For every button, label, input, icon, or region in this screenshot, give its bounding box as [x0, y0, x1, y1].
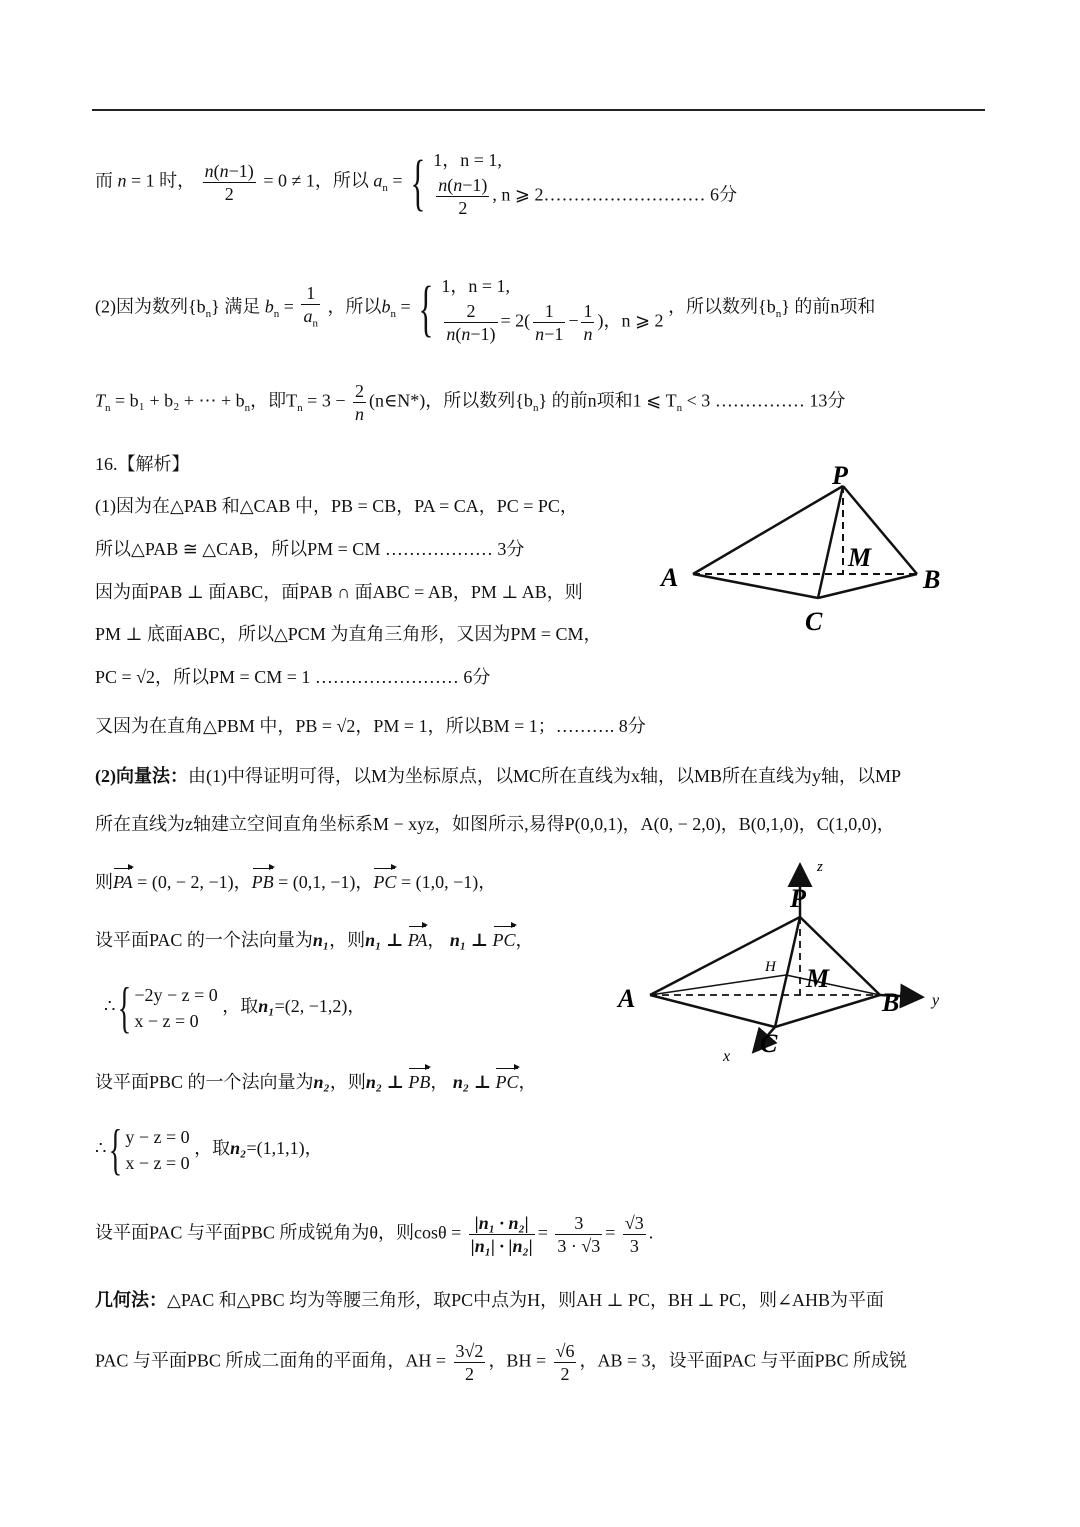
score-3: ……………… 3分 — [384, 539, 525, 559]
case-2-tail: , n ⩾ 2 — [492, 184, 544, 205]
text: n₁ ⊥ — [449, 930, 493, 950]
fraction-BH: $\frac{√6}{2}$ — [555, 1341, 575, 1384]
text: ， — [427, 930, 446, 950]
cases: 1，n = 1, $\frac{2}{n(n-1)}$ = 2( $\frac{1}{n-1}$ − $\frac{1}{n}$ )，n ⩾ 2 — [441, 272, 663, 345]
case-1: 1，n = 1, — [441, 276, 511, 296]
text: } 满足 — [211, 296, 261, 317]
fraction: $\frac{2}{n}$ — [354, 381, 364, 424]
therefore: ∴ — [95, 1138, 107, 1159]
text: = b₁ + b₂ + ⋯ + b — [110, 390, 245, 411]
vector-PB: PB — [251, 872, 274, 892]
eq-2: x − z = 0 — [134, 1011, 199, 1031]
vector-PA: PA — [407, 930, 428, 950]
label-C: C — [805, 607, 823, 636]
s3-line: $T_n = b_1 + b_2$ + ⋯ + $b_n$，即$T_n = 3$ − $\frac{2}{n}$ (n∈N*)，所以数列$\{b_n\}$ 的前n项和1 ⩽ $T_n < 3$ …………… 13分 — [95, 381, 846, 424]
text: = 0 ≠ 1，所以 — [263, 170, 369, 191]
text: ，则 — [329, 930, 366, 950]
q16-l10 — [95, 928, 534, 952]
text: 设平面PAC 与平面PBC 所成锐角为θ，则cosθ = — [95, 1222, 462, 1243]
brace: { — [410, 148, 426, 217]
n2: n₂ — [230, 1138, 247, 1159]
text: = (0, − 2, −1)， — [132, 872, 252, 892]
q16-l12 — [95, 1212, 653, 1257]
q16-l11 — [95, 1070, 537, 1094]
text: =(1,1,1)， — [246, 1138, 323, 1159]
text: △PAC 和△PBC 均为等腰三角形，取PC中点为H，则AH ⊥ PC，BH ⊥ PC，则∠AHB为平面 — [167, 1290, 885, 1310]
text: 又因为在直角△PBM 中，PB = √2，PM = 1，所以BM = 1； — [95, 716, 556, 736]
pyramid-figure-1 — [655, 458, 955, 638]
text: 设平面PBC 的一个法向量为 — [95, 1072, 314, 1092]
text: n₁ ⊥ — [365, 930, 408, 950]
label-P: P — [832, 461, 848, 490]
eq-2: x − z = 0 — [125, 1153, 190, 1173]
s2-line: (2)因为数列$\{b_n\}$ 满足 $b_n$ = $\frac{1}{a_n}$ ，所以$b_n$ = { 1，n = 1, $\frac{2}{n(n-1)}$ = 2( $\frac{1}{n-1}$ − $\frac{1}{n}$ )，n ⩾ 2 ，所以数列$\{b_n\}$ 的前n项和 — [95, 272, 875, 345]
text: 则 — [95, 872, 113, 892]
label-M: M — [806, 964, 830, 993]
text: = — [605, 1222, 616, 1243]
q16-l13 — [95, 1288, 884, 1312]
text: n₂ ⊥ — [365, 1072, 409, 1092]
system-2: ∴{ y − z = 0 x − z = 0 ，取n₂=(1,1,1)， — [95, 1119, 323, 1181]
text: = — [537, 1222, 548, 1243]
cases: 1，n = 1, $\frac{n(n-1)}{2}$ , n ⩾ 2……………………… 6分 — [433, 146, 737, 219]
text: = 2( — [500, 310, 531, 331]
score-6: ……………………… 6分 — [543, 184, 738, 205]
method-label: 几何法： — [95, 1290, 167, 1310]
text: n₂ ⊥ — [452, 1072, 496, 1092]
text: 而 — [95, 170, 113, 191]
text: ，所以数列{b — [668, 296, 776, 317]
score-6b: …………………… 6分 — [314, 667, 491, 687]
label-M: M — [848, 543, 872, 572]
text: ，即T — [250, 390, 298, 411]
pyramid-figure-2 — [610, 855, 960, 1070]
system-1: ∴{ −2y − z = 0 x − z = 0 ，取n₁=(2, −1,2)， — [104, 977, 366, 1039]
vector-PA: PA — [113, 872, 133, 892]
text: } 的前n项和 — [781, 296, 876, 317]
label-A: A — [661, 563, 679, 592]
q16-l9 — [95, 870, 496, 894]
text: = (1,0, −1)， — [396, 872, 497, 892]
score-13: …………… 13分 — [714, 390, 846, 411]
label-B: B — [882, 988, 900, 1017]
label-P: P — [790, 884, 806, 913]
q16-l14 — [95, 1340, 907, 1385]
brace: { — [418, 274, 434, 343]
text: 时， — [159, 170, 196, 191]
text: ，则 — [329, 1072, 366, 1092]
vector-PC: PC — [495, 1072, 519, 1092]
fraction-cos: $\frac{\text{|n₁ · n₂|}}{\text{|n₁| · |n₂|}}$ — [470, 1213, 533, 1256]
text: PC = √2，所以PM = CM = 1 — [95, 667, 311, 687]
text: PAC 与平面PBC 所成二面角的平面角，AH = — [95, 1350, 447, 1371]
q16-l1: (1)因为在△PAB 和△CAB 中，PB = CB，PA = CA，PC = PC， — [95, 496, 578, 516]
q16-l7 — [95, 764, 901, 788]
text: ， — [430, 1072, 449, 1092]
fraction-2: $\frac{3}{3 \cdot √3}$ — [557, 1213, 601, 1256]
text: (2)因为数列{b — [95, 296, 206, 317]
text: ，BH = — [488, 1350, 547, 1371]
text: ，AB = 3，设平面PAC 与平面PBC 所成锐 — [579, 1350, 908, 1371]
text: ，取 — [194, 1138, 231, 1159]
eq-1: y − z = 0 — [125, 1127, 190, 1147]
vector-PC: PC — [373, 872, 397, 892]
fraction-3: $\frac{√3}{3}$ — [624, 1213, 644, 1256]
vector-PB: PB — [408, 1072, 431, 1092]
n1: n₁ — [312, 930, 330, 950]
vector-PC: PC — [492, 930, 516, 950]
axis-y-label: y — [932, 992, 940, 1009]
s1-line: 而 n = 1 时， $\frac{n(n-1)}{2}$ = 0 ≠ 1，所以 $a_n$ = { 1，n = 1, $\frac{n(n-1)}{2}$ , n ⩾ 2……………………… 6分 — [95, 146, 737, 219]
text: )，n ⩾ 2 — [597, 310, 664, 331]
text: 所以△PAB ≅ △CAB，所以PM = CM — [95, 539, 381, 559]
text: ，取 — [222, 996, 259, 1017]
q16-l6 — [95, 714, 646, 738]
n2: n₂ — [313, 1072, 330, 1092]
text: T — [95, 390, 106, 411]
fraction-AH: $\frac{3√2}{2}$ — [455, 1341, 484, 1384]
method-label: (2)向量法： — [95, 766, 188, 786]
n1: n₁ — [258, 996, 275, 1017]
text: 设平面PAC 的一个法向量为 — [95, 930, 313, 950]
q16-title: 16.【解析】 — [95, 454, 190, 474]
q16-l4: PM ⊥ 底面ABC，所以△PCM 为直角三角形，又因为PM = CM， — [95, 624, 602, 644]
label-A: A — [618, 984, 636, 1013]
axis-z-label: z — [817, 859, 823, 875]
eq-1: −2y − z = 0 — [134, 985, 218, 1005]
text: } 的前n项和1 ⩽ T — [538, 390, 677, 411]
text: = 3 − — [307, 390, 346, 411]
label-H: H — [765, 959, 776, 975]
q16-l2 — [95, 537, 524, 561]
text: =(2, −1,2)， — [274, 996, 366, 1017]
text: ，所以 — [327, 296, 382, 317]
text: = (0,1, −1)， — [273, 872, 374, 892]
text: ， — [515, 930, 534, 950]
header-rule — [92, 109, 985, 111]
text: 由(1)中得证明可得，以M为坐标原点，以MC所在直线为x轴，以MB所在直线为y轴，以MP — [188, 766, 902, 786]
label-C: C — [760, 1029, 778, 1058]
text: (n∈N*)，所以数列{b — [368, 390, 533, 411]
q16-l3: 因为面PAB ⊥ 面ABC，面PAB ∩ 面ABC = AB，PM ⊥ AB，则 — [95, 582, 583, 602]
fraction: $\frac{1}{a_n}$ — [303, 283, 318, 330]
q16-l8: 所在直线为z轴建立空间直角坐标系M − xyz，如图所示,易得P(0,0,1)，A(0, − 2,0)，B(0,1,0)，C(1,0,0)， — [95, 814, 895, 834]
label-B: B — [923, 565, 941, 594]
axis-x-label: x — [723, 1048, 731, 1065]
score-8: ………. 8分 — [555, 716, 646, 736]
fraction: $\frac{n(n-1)}{2}$ — [204, 161, 254, 204]
text: < 3 — [682, 390, 711, 411]
q16-l5 — [95, 665, 490, 689]
case-1: 1，n = 1, — [433, 150, 502, 170]
therefore: ∴ — [104, 996, 116, 1017]
text: ， — [518, 1072, 537, 1092]
text: . — [648, 1222, 654, 1243]
